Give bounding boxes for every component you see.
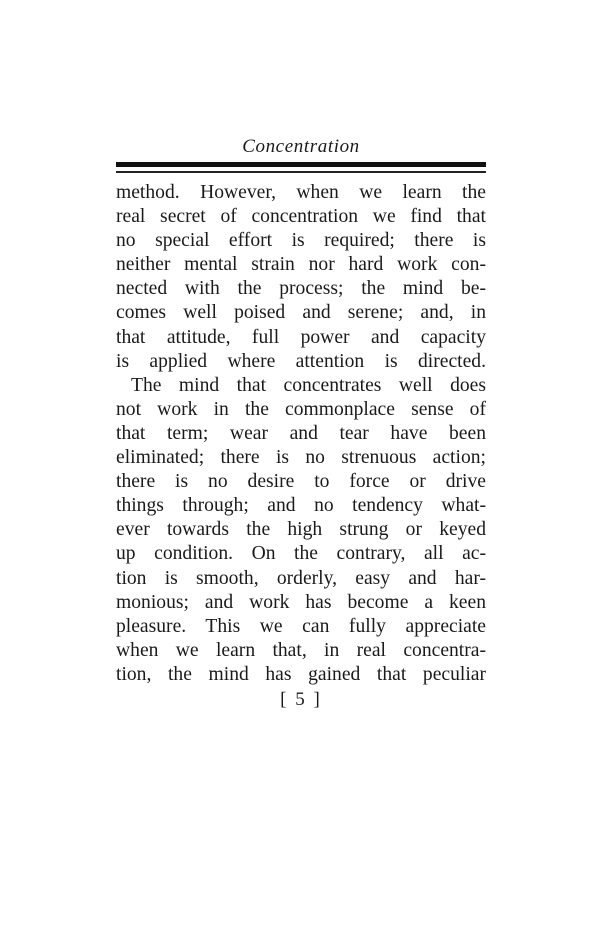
text-line: is applied where attention is directed. bbox=[116, 350, 486, 372]
text-line: neither mental strain nor hard work con- bbox=[116, 254, 486, 276]
text-line: real secret of concentration we find that bbox=[116, 206, 486, 228]
text-line: The mind that concentrates well does bbox=[131, 374, 486, 396]
text-line: eliminated; there is no strenuous action; bbox=[116, 447, 486, 469]
text-line: comes well poised and serene; and, in bbox=[116, 302, 486, 324]
text-line: pleasure. This we can fully appreciate bbox=[116, 615, 486, 637]
text-line: not work in the commonplace sense of bbox=[116, 398, 486, 420]
header-rule-thin bbox=[116, 171, 486, 173]
text-line: that term; wear and tear have been bbox=[116, 422, 486, 444]
header-rule-thick bbox=[116, 162, 486, 167]
text-line: ever towards the high strung or keyed bbox=[116, 519, 486, 541]
running-head: Concentration bbox=[242, 136, 360, 157]
text-line: there is no desire to force or drive bbox=[116, 471, 486, 493]
text-line: no special effort is required; there is bbox=[116, 230, 486, 252]
text-line: nected with the process; the mind be- bbox=[116, 278, 486, 300]
text-line: up condition. On the contrary, all ac- bbox=[116, 543, 486, 565]
page-number: [ 5 ] bbox=[280, 688, 322, 710]
body-text bbox=[116, 181, 486, 687]
text-line: method. However, when we learn the bbox=[116, 182, 486, 203]
text-line: monious; and work has become a keen bbox=[116, 591, 486, 613]
book-page bbox=[116, 134, 486, 712]
text-line: tion is smooth, orderly, easy and har- bbox=[116, 567, 486, 589]
text-line: that attitude, full power and capacity bbox=[116, 326, 486, 348]
text-line: tion, the mind has gained that peculiar bbox=[116, 663, 486, 685]
text-line: things through; and no tendency what- bbox=[116, 495, 486, 517]
text-line: when we learn that, in real concentra- bbox=[116, 639, 486, 661]
